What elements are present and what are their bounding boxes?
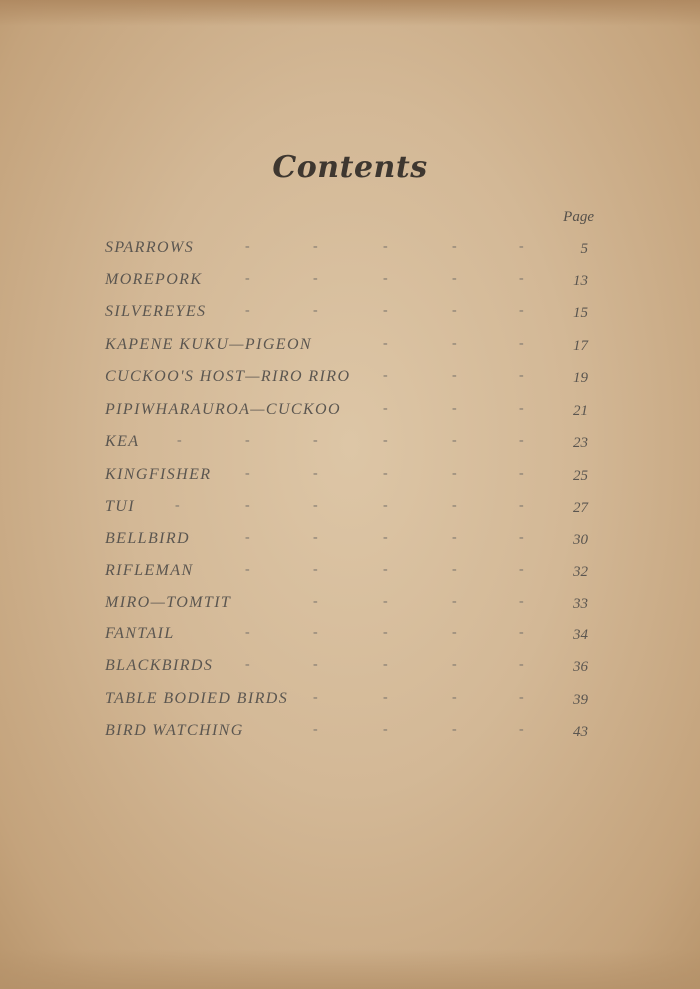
leader-dash: - (519, 239, 524, 254)
toc-entry-page: 23 (573, 435, 588, 451)
leader-dash: - (383, 336, 388, 351)
leader-dash: - (313, 498, 318, 513)
toc-entry-title: SPARROWS (105, 239, 195, 256)
leader-dash: - (245, 562, 250, 577)
leader-dash: - (452, 239, 457, 254)
leader-dash: - (452, 498, 457, 513)
leader-dash: - (245, 657, 250, 672)
toc-entry-page: 33 (573, 596, 588, 612)
leader-dash: - (313, 657, 318, 672)
leader-dash: - (519, 657, 524, 672)
leader-dash: - (452, 530, 457, 545)
toc-entry-page: 5 (580, 241, 588, 257)
leader-dash: - (519, 530, 524, 545)
leader-dash: - (383, 690, 388, 705)
leader-dash: - (313, 594, 318, 609)
leader-dash: - (177, 433, 182, 448)
leader-dash: - (313, 271, 318, 286)
leader-dash: - (313, 722, 318, 737)
leader-dash: - (452, 625, 457, 640)
leader-dash: - (519, 625, 524, 640)
leader-dash: - (452, 303, 457, 318)
leader-dash: - (452, 466, 457, 481)
leader-dash: - (452, 271, 457, 286)
toc-entry (0, 562, 700, 586)
leader-dash: - (452, 690, 457, 705)
toc-entry (0, 303, 700, 327)
leader-dash: - (383, 530, 388, 545)
leader-dash: - (383, 562, 388, 577)
leader-dash: - (383, 722, 388, 737)
toc-entry-title: MOREPORK (105, 271, 203, 288)
toc-entry-page: 30 (573, 532, 588, 548)
toc-entry-page: 32 (573, 564, 588, 580)
leader-dash: - (383, 498, 388, 513)
leader-dash: - (383, 368, 388, 383)
leader-dash: - (175, 498, 180, 513)
toc-entry-page: 43 (573, 724, 588, 740)
toc-entry-page: 27 (573, 500, 588, 516)
leader-dash: - (519, 401, 524, 416)
leader-dash: - (383, 271, 388, 286)
leader-dash: - (519, 562, 524, 577)
leader-dash: - (519, 433, 524, 448)
toc-entry (0, 336, 700, 360)
toc-entry-title: MIRO—TOMTIT (105, 594, 232, 611)
toc-entry (0, 498, 700, 522)
toc-entry-page: 19 (573, 370, 588, 386)
leader-dash: - (313, 466, 318, 481)
leader-dash: - (519, 303, 524, 318)
toc-entry-title: KINGFISHER (105, 466, 212, 483)
toc-entry (0, 530, 700, 554)
toc-entry-page: 13 (573, 273, 588, 289)
leader-dash: - (383, 657, 388, 672)
leader-dash: - (245, 433, 250, 448)
leader-dash: - (519, 690, 524, 705)
toc-entry-title: PIPIWHARAUROA—CUCKOO (105, 401, 341, 418)
leader-dash: - (245, 625, 250, 640)
leader-dash: - (245, 239, 250, 254)
leader-dash: - (452, 368, 457, 383)
toc-entry-title: BLACKBIRDS (105, 657, 214, 674)
toc-entry-page: 34 (573, 627, 588, 643)
toc-entry-title: TUI (105, 498, 135, 515)
toc-entry (0, 401, 700, 425)
leader-dash: - (313, 303, 318, 318)
leader-dash: - (519, 466, 524, 481)
toc-entry-title: TABLE BODIED BIRDS (105, 690, 289, 707)
leader-dash: - (313, 690, 318, 705)
toc-entry-title: KAPENE KUKU—PIGEON (105, 336, 312, 353)
toc-entry (0, 368, 700, 392)
leader-dash: - (313, 239, 318, 254)
leader-dash: - (452, 401, 457, 416)
toc-entry (0, 466, 700, 490)
toc-entry-page: 39 (573, 692, 588, 708)
leader-dash: - (452, 722, 457, 737)
leader-dash: - (519, 368, 524, 383)
toc-entry (0, 594, 700, 618)
page-column-heading: Page (563, 209, 594, 225)
leader-dash: - (519, 722, 524, 737)
leader-dash: - (383, 239, 388, 254)
toc-entry-title: SILVEREYES (105, 303, 207, 320)
leader-dash: - (519, 336, 524, 351)
leader-dash: - (519, 594, 524, 609)
leader-dash: - (452, 336, 457, 351)
page-title: Contents (272, 150, 428, 185)
leader-dash: - (313, 625, 318, 640)
toc-entry-title: FANTAIL (105, 625, 175, 642)
leader-dash: - (313, 433, 318, 448)
leader-dash: - (313, 530, 318, 545)
toc-entry (0, 690, 700, 714)
leader-dash: - (245, 271, 250, 286)
toc-entry-title: RIFLEMAN (105, 562, 194, 579)
leader-dash: - (519, 498, 524, 513)
leader-dash: - (452, 594, 457, 609)
leader-dash: - (452, 433, 457, 448)
toc-entry (0, 239, 700, 263)
toc-entry-page: 36 (573, 659, 588, 675)
toc-entry (0, 657, 700, 681)
leader-dash: - (383, 433, 388, 448)
toc-entry-title: BELLBIRD (105, 530, 190, 547)
toc-entry-page: 15 (573, 305, 588, 321)
leader-dash: - (383, 625, 388, 640)
leader-dash: - (383, 466, 388, 481)
toc-entry-page: 25 (573, 468, 588, 484)
leader-dash: - (383, 401, 388, 416)
leader-dash: - (383, 303, 388, 318)
leader-dash: - (519, 271, 524, 286)
toc-entry-title: KEA (105, 433, 140, 450)
toc-entry (0, 625, 700, 649)
leader-dash: - (452, 657, 457, 672)
toc-entry-page: 21 (573, 403, 588, 419)
toc-entry-title: BIRD WATCHING (105, 722, 244, 739)
leader-dash: - (313, 562, 318, 577)
leader-dash: - (383, 594, 388, 609)
leader-dash: - (245, 303, 250, 318)
toc-entry-title: CUCKOO'S HOST—RIRO RIRO (105, 368, 351, 385)
leader-dash: - (245, 466, 250, 481)
toc-entry (0, 271, 700, 295)
toc-entry (0, 722, 700, 746)
leader-dash: - (452, 562, 457, 577)
toc-entry-page: 17 (573, 338, 588, 354)
leader-dash: - (245, 530, 250, 545)
toc-entry (0, 433, 700, 457)
leader-dash: - (245, 498, 250, 513)
